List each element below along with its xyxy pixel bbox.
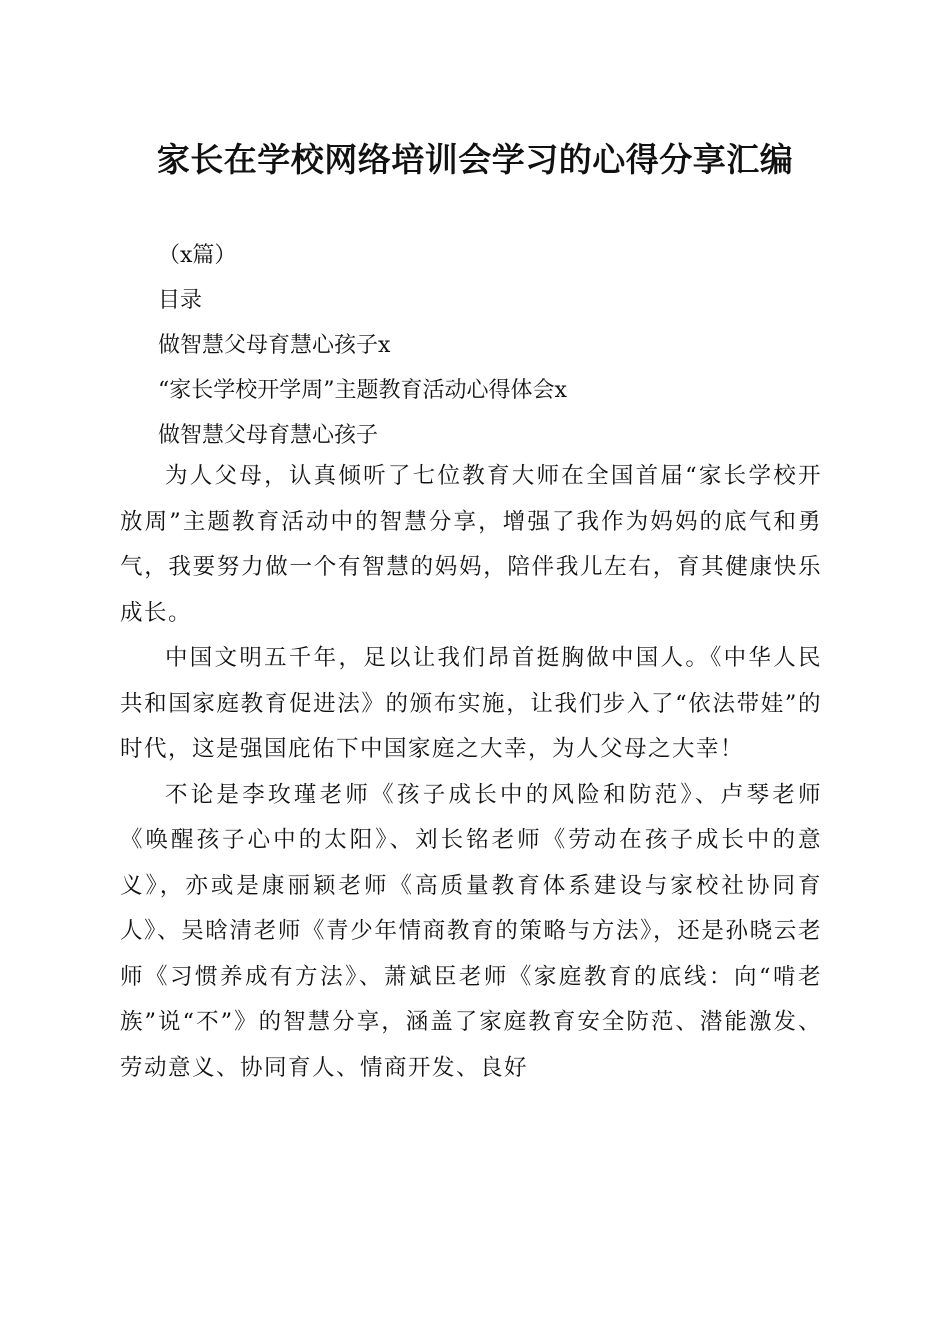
paragraph: 为人父母，认真倾听了七位教育大师在全国首届“家长学校开放周”主题教育活动中的智慧分享，增强了我作为妈妈的底气和勇气，我要努力做一个有智慧的妈妈，陪伴我儿左右，育其健康快乐成长。 (120, 463, 822, 626)
count-note: （x篇） (158, 243, 237, 268)
paragraph: 中国文明五千年，足以让我们昂首挺胸做中国人。《中华人民共和国家庭教育促进法》的颁布实施，让我们步入了“依法带娃”的时代，这是强国庇佑下中国家庭之大幸，为人父母之大幸！ (120, 645, 822, 762)
toc-item: 做智慧父母育慧心孩子x (158, 333, 391, 358)
paragraph: 不论是李玫瑾老师《孩子成长中的风险和防范》、卢琴老师《唤醒孩子心中的太阳》、刘长铭老师《劳动在孩子成长中的意义》，亦或是康丽颖老师《高质量教育体系建设与家校社协同育人》、吴晗清老师《青少年情商教育的策略与方法》，还是孙晓云老师《习惯养成有方法》、萧斌臣老师《家庭教育的底线：向“啃老族”说“不”》的智慧分享，涵盖了家庭教育安全防范、潜能激发、劳动意义、协同育人、情商开发、良好 (120, 781, 822, 1081)
body-text (120, 454, 822, 1091)
section-heading: 做智慧父母育慧心孩子 (158, 423, 379, 448)
toc-heading: 目录 (158, 288, 203, 313)
toc-item: “家长学校开学周”主题教育活动心得体会x (158, 378, 567, 403)
document-title: 家长在学校网络培训会学习的心得分享汇编 (156, 140, 794, 179)
table-of-contents (158, 233, 858, 458)
